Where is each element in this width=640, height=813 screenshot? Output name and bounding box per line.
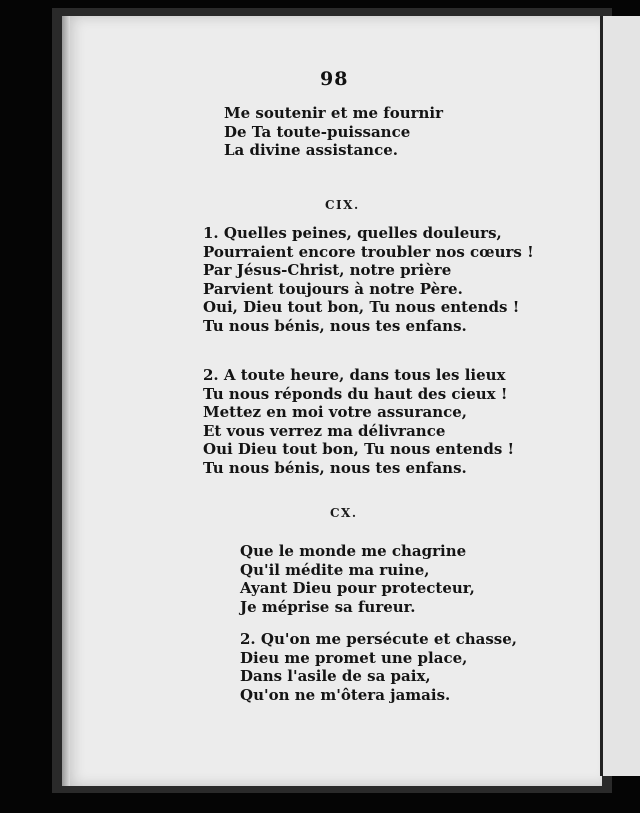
verse-line: Me soutenir et me fournir [224, 104, 444, 122]
verse-line: De Ta toute-puissance [224, 122, 411, 141]
verse-line: Que le monde me chagrine [240, 542, 467, 560]
verse-line: Dans l'asile de sa paix, [240, 667, 431, 686]
cx-stanza-1 [240, 542, 475, 616]
verse-line: 1. Quelles peines, quelles douleurs, [203, 224, 502, 242]
verse-line: Tu nous bénis, nous tes enfans. [203, 316, 467, 335]
section-heading-cix: CIX. [325, 198, 360, 212]
verse-line: Parvient toujours à notre Père. [203, 279, 463, 298]
cix-stanza-1 [203, 224, 534, 336]
cx-stanza-2 [240, 630, 517, 704]
verse-line: Et vous verrez ma délivrance [203, 421, 446, 440]
verse-line: Oui, Dieu tout bon, Tu nous entends ! [203, 298, 520, 317]
section-heading-cx: CX. [330, 506, 358, 520]
verse-line: Qu'il médite ma ruine, [240, 560, 430, 579]
verse-line: Dieu me promet une place, [240, 648, 468, 667]
verse-line: 2. A toute heure, dans tous les lieux [203, 366, 506, 384]
verse-line: Tu nous bénis, nous tes enfans. [203, 458, 467, 477]
page-binding-edge [62, 16, 70, 786]
verse-line: Ayant Dieu pour protecteur, [240, 579, 475, 598]
verse-line: Par Jésus-Christ, notre prière [203, 261, 452, 280]
verse-line: 2. Qu'on me persécute et chasse, [240, 630, 517, 648]
cix-stanza-2 [203, 366, 514, 478]
page-number: 98 [320, 68, 349, 90]
verse-line: Oui Dieu tout bon, Tu nous entends ! [203, 440, 515, 459]
verse-line: Mettez en moi votre assurance, [203, 403, 468, 422]
adjacent-page-edge [600, 16, 640, 776]
verse-line: Pourraient encore troubler nos cœurs ! [203, 242, 534, 261]
verse-line: Qu'on ne m'ôtera jamais. [240, 685, 451, 704]
opening-stanza [224, 104, 443, 160]
verse-line: La divine assistance. [224, 141, 398, 160]
verse-line: Tu nous réponds du haut des cieux ! [203, 384, 508, 403]
verse-line: Je méprise sa fureur. [240, 597, 416, 616]
